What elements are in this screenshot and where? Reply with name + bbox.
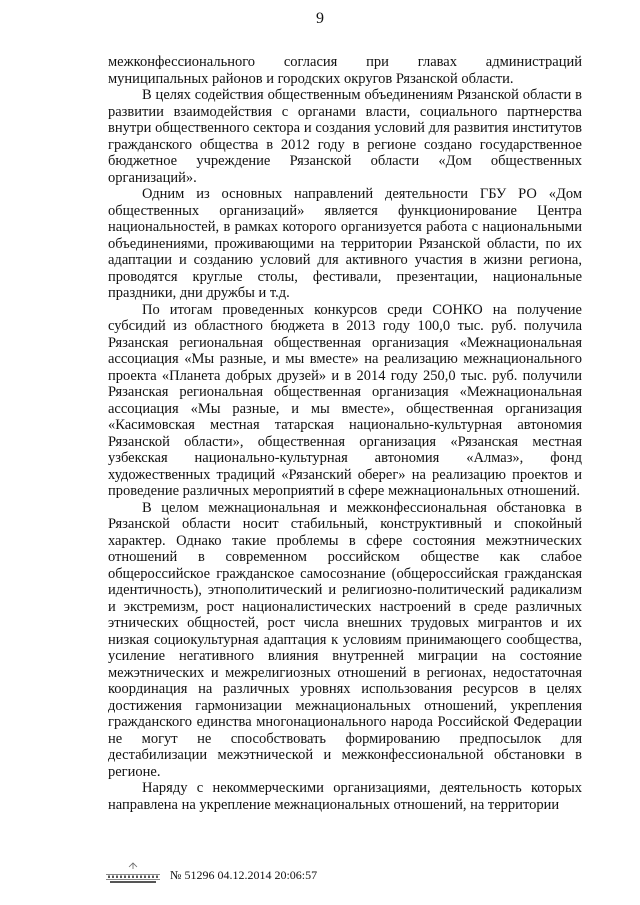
paragraph-6: Наряду с некоммерческими организациями, деятельность которых направлена на укрепление межнациональных отношений, на территории [108,780,582,813]
paragraph-1: межконфессионального согласия при главах администраций муниципальных районов и городских округов Рязанской области. [108,54,582,87]
page-number: 9 [316,10,324,27]
registration-stamp: № 51296 04.12.2014 20:06:57 [170,868,318,882]
document-system-logo [104,862,162,886]
paragraph-2: В целях содействия общественным объединениям Рязанской области в развитии взаимодействия с органами власти, социального партнерства внутри общественного сектора и создания условий для развития институтов гражданского общества в 2012 году в регионе создано государственное бюджетное учреждение Рязанской области «Дом общественных организаций». [108,87,582,186]
paragraph-5: В целом межнациональная и межконфессиональная обстановка в Рязанской области носит стабильный, конструктивный и спокойный характер. Однако такие проблемы в сфере состояния межэтнических отношений в современном российском обществе как слабое общероссийское гражданское самосознание (общероссийская гражданская идентичность), этнополитический и религиозно-политический радикализм и экстремизм, рост националистических настроений в среде различных этнических общностей, рост числа внешних трудовых мигрантов и их низкая социокультурная адаптация к условиям принимающего сообщества, усиление негативного влияния внутренней миграции на состояние межэтнических и межрелигиозных отношений в регионах, недостаточная координация на различных уровнях использования ресурсов в целях достижения гармонизации межнациональных отношений, укрепления гражданского единства многонационального народа Российской Федерации не могут не способствовать формированию предпосылок для дестабилизации межэтнической и межконфессиональной обстановки в регионе. [108,499,582,780]
paragraph-4: По итогам проведенных конкурсов среди СОНКО на получение субсидий из областного бюджета в 2013 году 100,0 тыс. руб. получила Рязанская региональная общественная организация «Межнациональная ассоциация «Мы разные, и мы вместе» на реализацию межнационального проекта «Планета добрых друзей» и в 2014 году 250,0 тыс. руб. получили Рязанская региональная общественная организация «Межнациональная ассоциация «Мы разные, и мы вместе», общественная организация «Касимовская местная татарская национально-культурная автономия Рязанской области», общественная организация «Рязанская местная узбекская национально-культурная автономия «Алмаз», фонд художественных традиций «Рязанский оберег» на реализацию проектов и проведение различных мероприятий в сфере межнациональных отношений. [108,301,582,499]
document-body [108,54,582,813]
paragraph-3: Одним из основных направлений деятельности ГБУ РО «Дом общественных организаций» является функционирование Центра национальностей, в рамках которого организуется работа с национальными объединениями, проживающими на территории Рязанской области, по их адаптации и созданию условий для активного участия в жизни региона, проводятся круглые столы, фестивали, презентации, национальные праздники, дни дружбы и т.д. [108,186,582,301]
